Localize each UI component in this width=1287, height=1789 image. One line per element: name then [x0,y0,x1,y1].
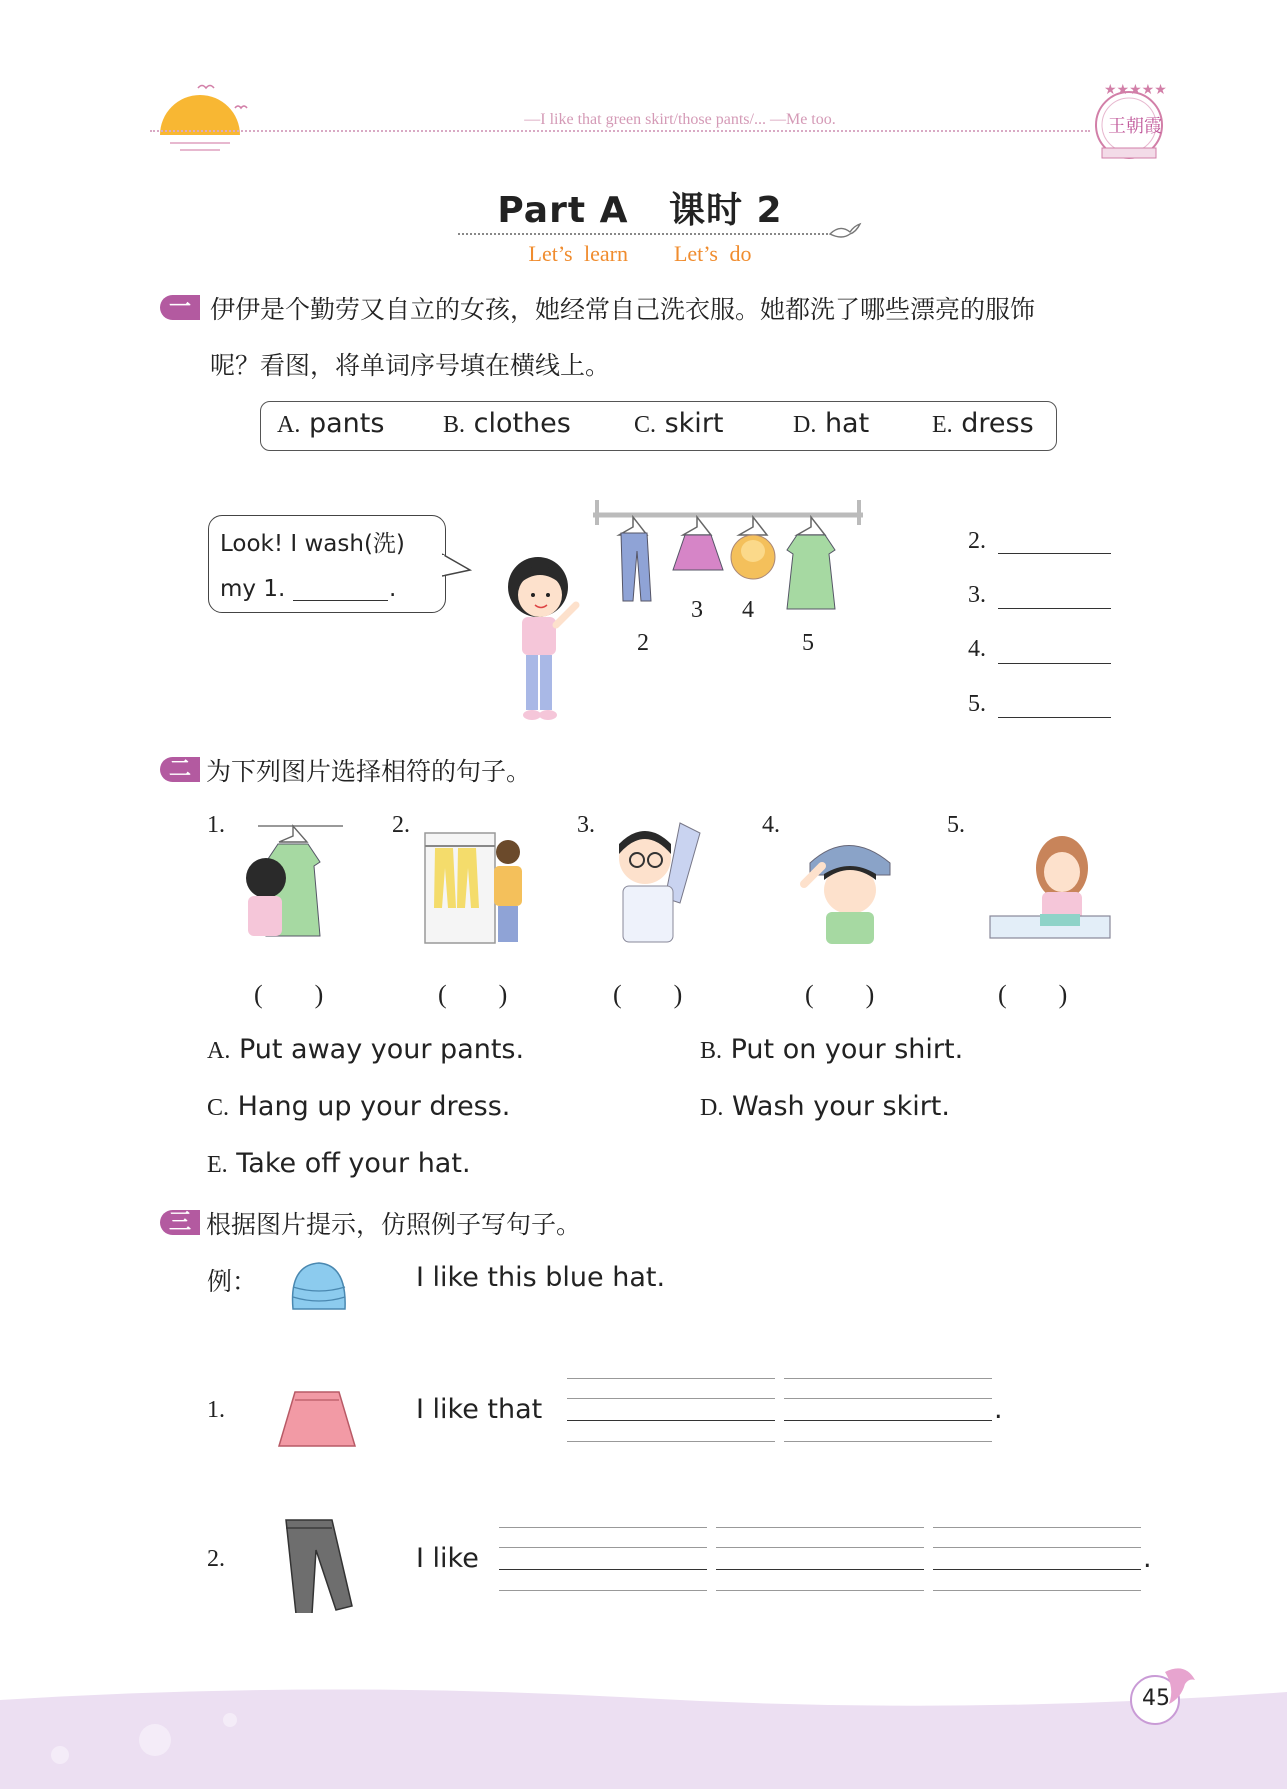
sentence-text: Put away your pants. [238,1034,525,1065]
bubble-tail [442,550,474,580]
clothes-rack-illustration [585,495,870,630]
sentence-text: Hang up your dress. [237,1091,511,1122]
sentence-letter: E. [207,1152,228,1178]
guide-line [567,1398,775,1399]
item-2-blank-2[interactable] [716,1569,924,1570]
brand-logo [1088,80,1170,162]
answer-label-5: 5. [968,691,986,717]
guide-line [716,1590,924,1591]
word-option-word: clothes [473,408,571,439]
sentence-option-d [700,1091,950,1122]
picture-label-3: 3. [577,812,595,838]
svg-text:王朝霞: 王朝霞 [1108,116,1162,137]
answer-label-2: 2. [968,528,986,554]
sentence-text: Put on your shirt. [730,1034,964,1065]
sentence-text: Wash your skirt. [731,1091,950,1122]
guide-line [933,1547,1141,1548]
item-2-sentence-start: I like [416,1543,479,1574]
item-1-sentence-start: I like that [416,1394,543,1425]
sentence-option-c [207,1091,510,1122]
example-sentence: I like this blue hat. [416,1262,666,1293]
sentence-option-a [207,1034,524,1065]
guide-line [784,1378,992,1379]
picture-put-on-shirt [605,818,725,948]
section-badge-2: 二 [160,757,200,782]
section2-instruction: 为下列图片选择相符的句子。 [206,757,532,786]
section-badge-1: 一 [160,295,200,320]
word-option-d [793,408,869,439]
guide-line [567,1441,775,1442]
section1-instruction-line1: 伊伊是个勤劳又自立的女孩，她经常自己洗衣服。她都洗了哪些漂亮的服饰 [210,295,1036,324]
item-2-blank-3[interactable] [933,1569,1141,1570]
sentence-option-e [207,1148,471,1179]
answer-blank-5[interactable] [998,717,1111,718]
bubble-line-1: Look! I wash(洗) [220,531,405,557]
answer-paren-4[interactable]: ( ) [805,980,875,1009]
gray-pants-illustration [280,1518,355,1613]
sentence-letter: C. [207,1095,230,1121]
word-option-b [443,408,571,439]
bubble-line-2-start: my 1. [220,576,286,602]
answer-paren-3[interactable]: ( ) [613,980,683,1009]
word-option-letter: A. [277,412,301,438]
item-1-blank-2[interactable] [784,1420,992,1421]
answer-label-3: 3. [968,582,986,608]
section1-instruction-line2: 呢？看图，将单词序号填在横线上。 [210,351,611,380]
guide-line [933,1527,1141,1528]
example-label: 例： [207,1267,258,1296]
item-1-number: 1. [207,1397,225,1423]
sentence-option-b [700,1034,963,1065]
guide-line [499,1590,707,1591]
picture-label-4: 4. [762,812,780,838]
girl-illustration [500,555,590,730]
guide-line [784,1398,992,1399]
page-number: 45 [1142,1686,1170,1711]
picture-label-1: 1. [207,812,225,838]
word-option-letter: C. [634,412,657,438]
word-option-letter: B. [443,412,466,438]
sentence-text: Take off your hat. [236,1148,471,1179]
rack-number-4: 4 [742,597,754,623]
word-option-word: skirt [664,408,724,439]
word-option-letter: E. [932,412,953,438]
answer-blank-3[interactable] [998,608,1111,609]
guide-line [716,1547,924,1548]
header-dialog: —I like that green skirt/those pants/... —Me too. [524,111,836,128]
picture-label-5: 5. [947,812,965,838]
answer-label-4: 4. [968,636,986,662]
sunset-icon [150,80,260,155]
footer-wave [0,1680,1287,1789]
word-option-letter: D. [793,412,817,438]
word-option-word: dress [961,408,1034,439]
word-option-word: hat [824,408,870,439]
answer-paren-2[interactable]: ( ) [438,980,508,1009]
section-badge-3: 三 [160,1210,200,1235]
sentence-letter: A. [207,1038,231,1064]
bird-icon [828,222,862,242]
item-2-blank-1[interactable] [499,1569,707,1570]
picture-put-away-pants [420,828,530,948]
word-option-word: pants [308,408,385,439]
word-option-c [634,408,724,439]
answer-paren-1[interactable]: ( ) [254,980,324,1009]
picture-take-off-hat [790,828,910,948]
page-title: Part A 课时 2 [497,190,783,231]
sentence-letter: B. [700,1038,723,1064]
answer-blank-4[interactable] [998,663,1111,664]
rack-number-3: 3 [691,597,703,623]
item-1-period: . [994,1394,1003,1425]
guide-line [499,1527,707,1528]
rack-number-2: 2 [637,630,649,656]
guide-line [933,1590,1141,1591]
answer-blank-2[interactable] [998,553,1111,554]
sentence-letter: D. [700,1095,724,1121]
bubble-line-2-end: . [389,576,397,602]
answer-paren-5[interactable]: ( ) [998,980,1068,1009]
item-2-number: 2. [207,1546,225,1572]
guide-line [499,1547,707,1548]
blue-hat-illustration [285,1257,350,1322]
guide-line [716,1527,924,1528]
rack-number-5: 5 [802,630,814,656]
pink-skirt-illustration [275,1388,360,1453]
title-dotted-rule [458,233,828,235]
header-dotted-rule [150,130,1090,132]
picture-wash-skirt [980,828,1130,948]
bubble-answer-blank[interactable] [293,600,388,601]
picture-label-2: 2. [392,812,410,838]
picture-hang-up-dress [238,818,348,948]
page-subtitle: Let’s learn Let’s do [528,241,752,266]
guide-line [567,1378,775,1379]
svg-text:★★★★★: ★★★★★ [1104,82,1167,98]
word-option-a [277,408,384,439]
guide-line [784,1441,992,1442]
word-option-e [932,408,1034,439]
item-1-blank-1[interactable] [567,1420,775,1421]
section3-instruction: 根据图片提示，仿照例子写句子。 [206,1210,582,1239]
item-2-period: . [1143,1543,1152,1574]
